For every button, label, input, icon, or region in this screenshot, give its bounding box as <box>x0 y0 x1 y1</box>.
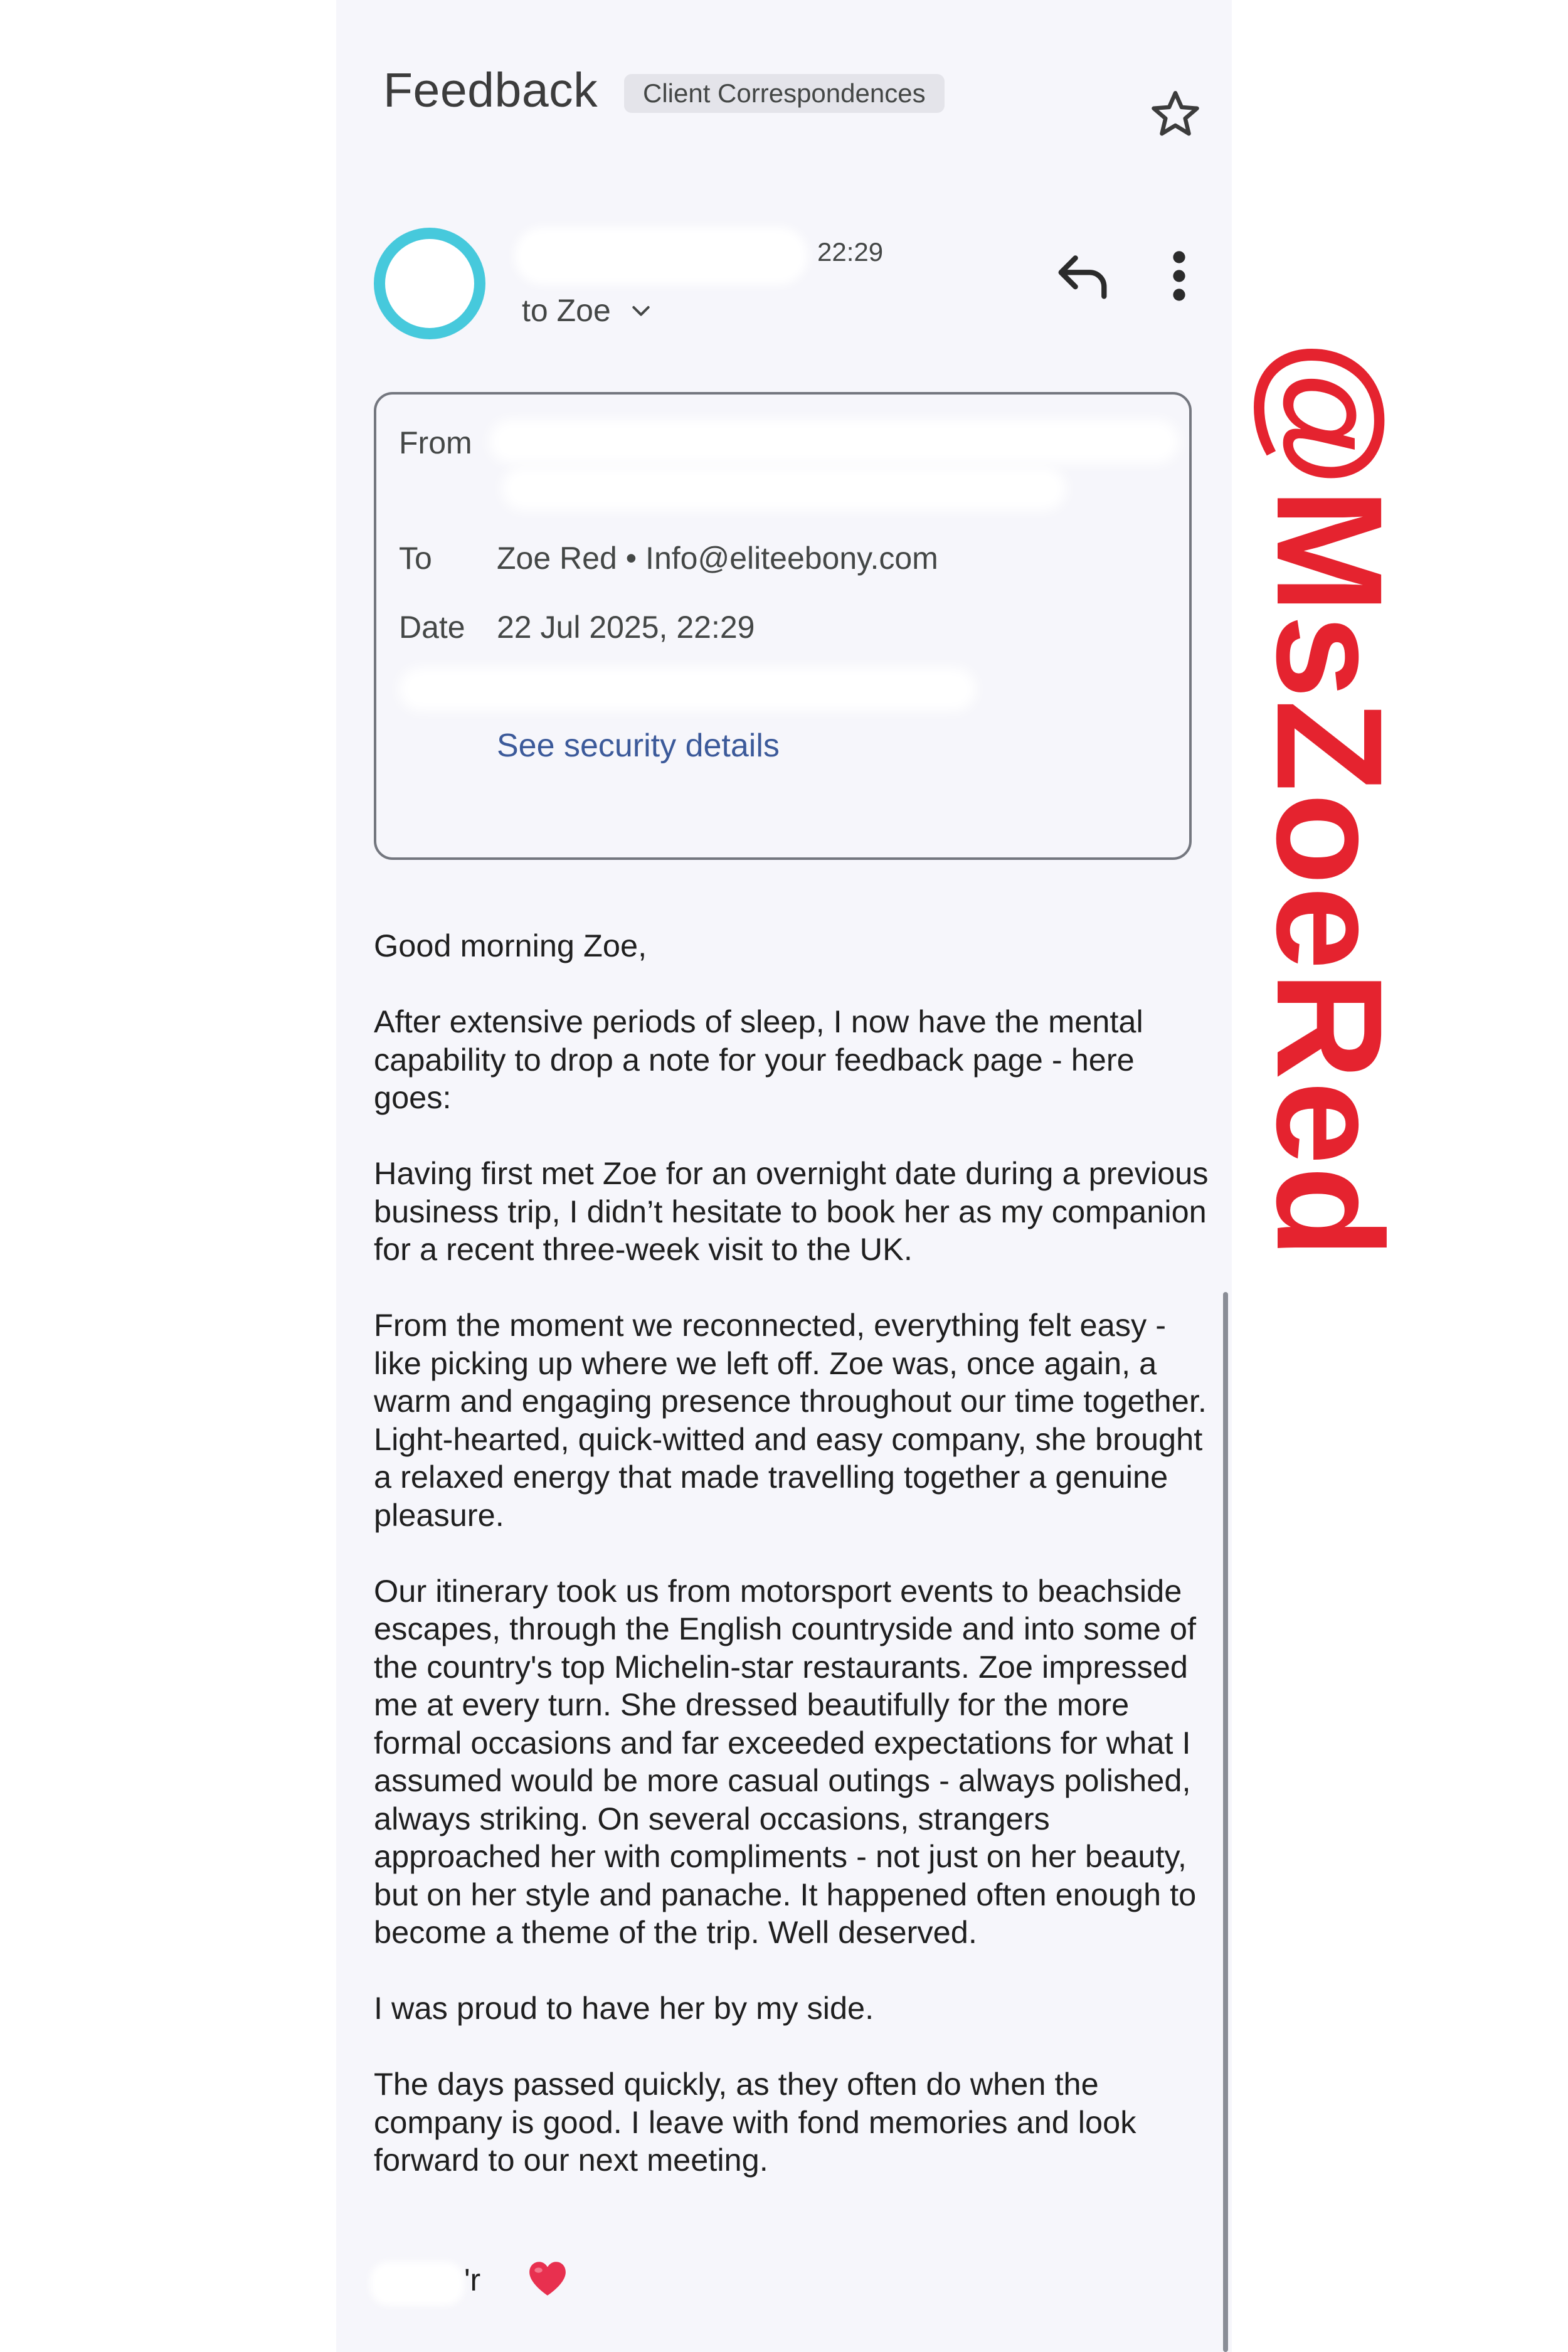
email-subject: Feedback <box>383 63 598 117</box>
body-paragraph: Good morning Zoe, <box>374 928 647 963</box>
body-paragraph: Having first met Zoe for an overnight date during a previous business trip, I didn’t hesitate to book her as my companion for a recent three-week visit to the UK. <box>374 1155 1209 1267</box>
watermark-text: @MsZoeRed <box>1246 340 1414 1259</box>
signoff-redacted <box>370 2262 464 2306</box>
message-time: 22:29 <box>817 237 884 267</box>
see-security-details-link[interactable]: See security details <box>497 728 780 764</box>
scrollbar[interactable] <box>1223 1292 1228 2352</box>
email-body <box>374 927 1214 2217</box>
heart-emoji-icon <box>527 2259 568 2298</box>
chevron-down-icon <box>628 298 654 323</box>
from-address-redacted <box>502 467 1066 511</box>
signoff <box>370 2257 495 2309</box>
more-options-icon[interactable] <box>1167 250 1192 302</box>
message-details-card <box>374 392 1192 860</box>
reply-icon[interactable] <box>1054 251 1111 301</box>
to-value: Zoe Red • Info@eliteebony.com <box>497 541 938 576</box>
signoff-fragment: 'r <box>464 2262 481 2297</box>
security-info-redacted <box>399 667 976 711</box>
body-paragraph: Our itinerary took us from motorsport events to beachside escapes, through the English countryside and into some of the country's top Michelin-star restaurants. Zoe impressed me at every turn. She dressed beautifully for the more formal occasions and far exceeded expectations for what I assumed would be more casual outings - always polished, always striking. On several occasions, strangers approached her with compliments - not just on her beauty, but on her style and panache. It happened often enough to become a theme of the trip. Well deserved. <box>374 1572 1197 1950</box>
star-icon[interactable] <box>1147 85 1204 143</box>
to-label: To <box>399 541 432 576</box>
body-paragraph: After extensive periods of sleep, I now have the mental capability to drop a note for your feedback page - here goes: <box>374 1004 1143 1115</box>
body-paragraph: From the moment we reconnected, everything felt easy - like picking up where we left off. Zoe was, once again, a warm and engaging presence throughout our time together. Light-hearted, quick-witted and easy company, she brought a relaxed energy that made travelling together a genuine pleasure. <box>374 1307 1207 1533</box>
recipient-label: to Zoe <box>522 293 611 328</box>
date-label: Date <box>399 610 465 645</box>
body-paragraph: I was proud to have her by my side. <box>374 1990 874 2026</box>
body-paragraph: The days passed quickly, as they often do when the company is good. I leave with fond memories and look forward to our next meeting. <box>374 2066 1136 2178</box>
date-value: 22 Jul 2025, 22:29 <box>497 610 755 645</box>
from-value-redacted <box>489 420 1179 464</box>
recipient-toggle[interactable] <box>522 292 654 329</box>
from-label: From <box>399 425 472 460</box>
sender-avatar[interactable] <box>374 228 485 339</box>
label-chip[interactable]: Client Correspondences <box>624 74 945 113</box>
sender-name-redacted <box>514 227 808 285</box>
